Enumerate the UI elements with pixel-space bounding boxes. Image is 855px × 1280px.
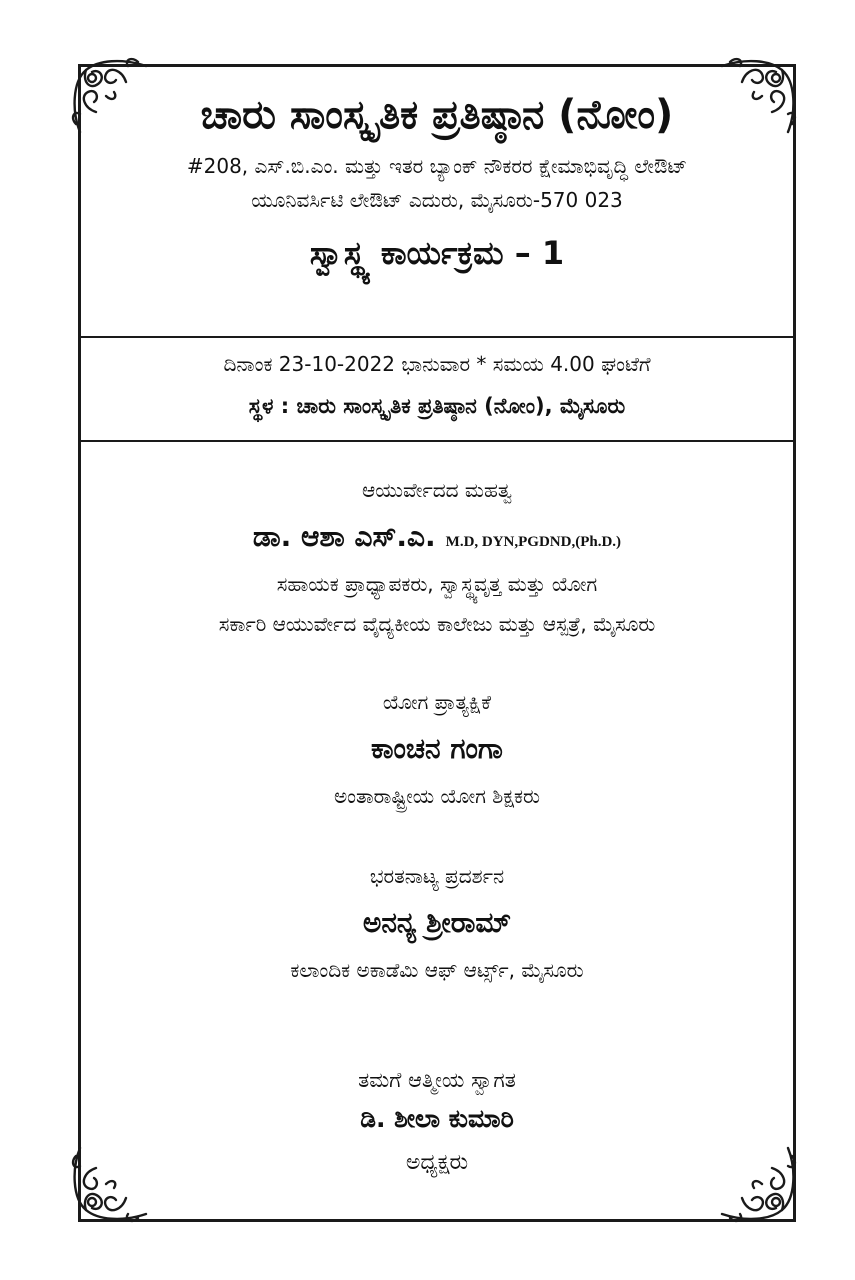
- session-title: ಯೋಗ ಪ್ರಾತ್ಯಕ್ಷಿಕೆ: [382, 690, 492, 714]
- divider: [78, 440, 796, 442]
- divider: [78, 336, 796, 338]
- speaker-name: ಅನನ್ಯ ಶ್ರೀರಾಮ್: [362, 906, 512, 939]
- session-title: ಆಯುರ್ವೇದದ ಮಹತ್ವ: [362, 478, 512, 502]
- speaker-name: [78, 520, 796, 554]
- speaker-detail: ಸರ್ಕಾರಿ ಆಯುರ್ವೇದ ವೈದ್ಯಕೀಯ ಕಾಲೇಜು ಮತ್ತು ಆಸ್ಪತ್ರೆ, ಮೈಸೂರು: [218, 612, 656, 636]
- speaker-name-text: ಡಾ. ಆಶಾ ಎಸ್.ಎ.: [252, 520, 436, 553]
- speaker-name: ಕಾಂಚನ ಗಂಗಾ: [371, 732, 503, 765]
- date-time: ದಿನಾಂಕ 23-10-2022 ಭಾನುವಾರ * ಸಮಯ 4.00 ಘಂಟೆಗೆ: [223, 352, 651, 376]
- program-title: ಸ್ವಾಸ್ಥ್ಯ ಕಾರ್ಯಕ್ರಮ – 1: [309, 234, 565, 272]
- welcome-line: ತಮಗೆ ಆತ್ಮೀಯ ಸ್ವಾಗತ: [358, 1068, 516, 1092]
- address-line-2: ಯೂನಿವರ್ಸಿಟಿ ಲೇಔಟ್ ಎದುರು, ಮೈಸೂರು-570 023: [251, 188, 623, 212]
- speaker-qualifications: M.D, DYN,PGDND,(Ph.D.): [445, 534, 622, 550]
- venue: ಸ್ಥಳ : ಚಾರು ಸಾಂಸ್ಕೃತಿಕ ಪ್ರತಿಷ್ಠಾನ (ನೋಂ), ಮೈಸೂರು: [248, 394, 626, 418]
- speaker-detail: ಅಂತಾರಾಷ್ಟ್ರೀಯ ಯೋಗ ಶಿಕ್ಷಕರು: [333, 784, 540, 808]
- host-name: ಡಿ. ಶೀಲಾ ಕುಮಾರಿ: [360, 1104, 514, 1133]
- session-title: ಭರತನಾಟ್ಯ ಪ್ರದರ್ಶನ: [369, 864, 505, 888]
- speaker-detail: ಕಲಾಂದಿಕ ಅಕಾಡೆಮಿ ಆಫ್ ಆರ್ಟ್ಸ್, ಮೈಸೂರು: [290, 958, 584, 982]
- address-line-1: #208, ಎಸ್.ಬಿ.ಎಂ. ಮತ್ತು ಇತರ ಬ್ಯಾಂಕ್ ನೌಕರರ ಕ್ಷೇಮಾಭಿವೃದ್ಧಿ ಲೇಔಟ್: [186, 154, 688, 178]
- organization-name: ಚಾರು ಸಾಂಸ್ಕೃತಿಕ ಪ್ರತಿಷ್ಠಾನ (ನೋಂ): [200, 92, 674, 138]
- host-role: ಅಧ್ಯಕ್ಷರು: [405, 1150, 469, 1175]
- speaker-detail: ಸಹಾಯಕ ಪ್ರಾಧ್ಯಾಪಕರು, ಸ್ವಾಸ್ಥ್ಯವೃತ್ತ ಮತ್ತು ಯೋಗ: [276, 572, 598, 596]
